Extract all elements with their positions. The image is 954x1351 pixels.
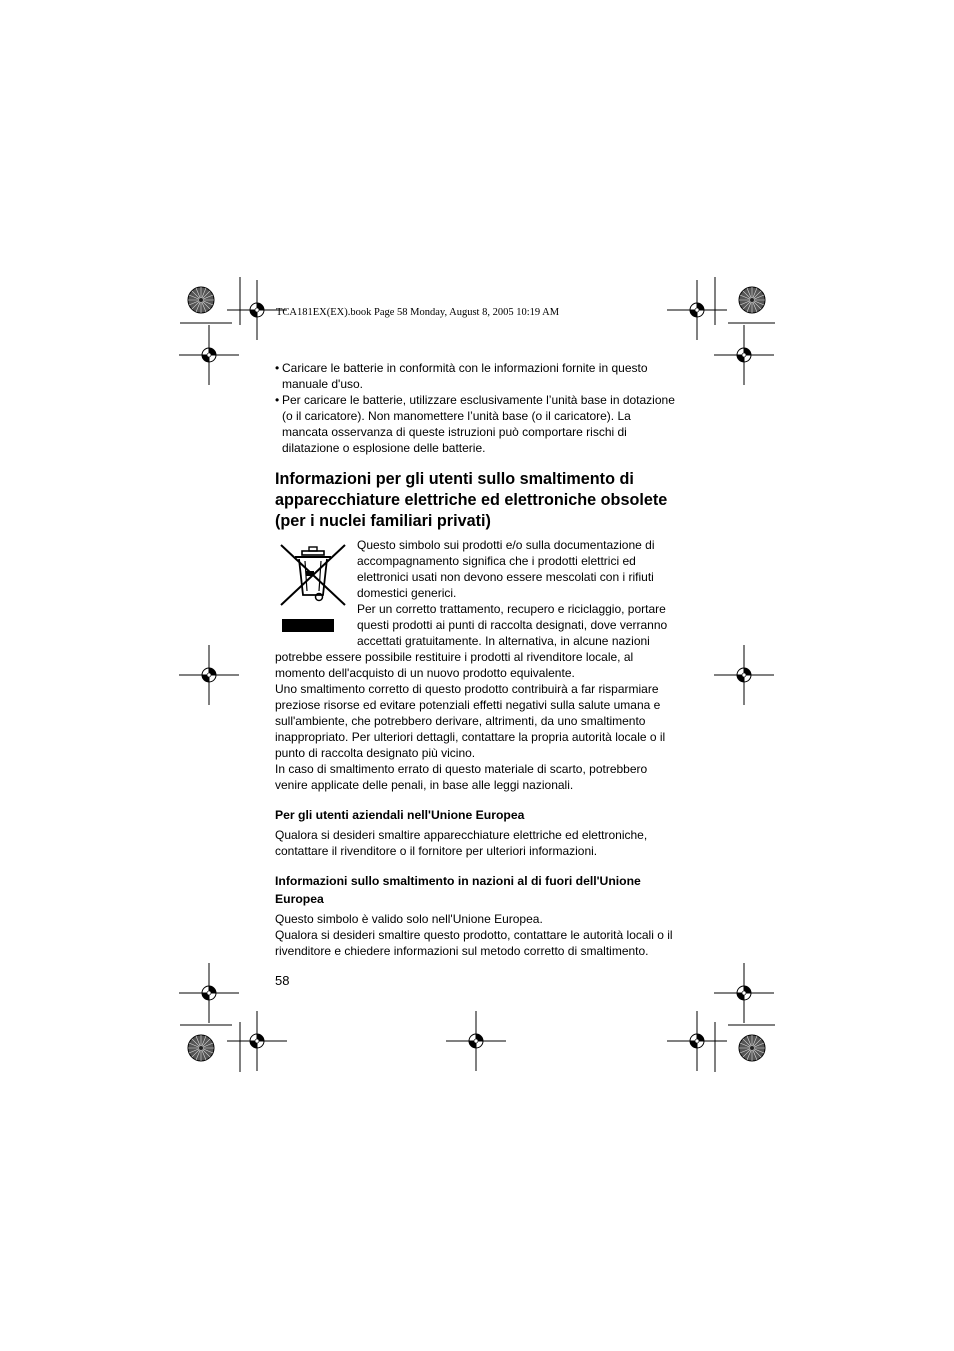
battery-bullet-list (275, 360, 680, 456)
outside-eu-paragraph: Questo simbolo è valido solo nell'Unione Europea. (275, 912, 543, 926)
book-header-line: TCA181EX(EX).book Page 58 Monday, August 8, 2005 10:19 AM (276, 307, 560, 318)
bullet-dot: • (275, 393, 280, 407)
page-number: 58 (275, 973, 290, 988)
bullet-text: Caricare le batterie in conformità con le informazioni fornite in questo manuale d'uso. (282, 361, 648, 391)
page-content (275, 360, 680, 959)
outside-eu-paragraph: Qualora si desideri smaltire questo prodotto, contattare le autorità locali o il rivenditore e chiedere informazioni sul metodo corretto di smaltimento. (275, 928, 673, 958)
business-users-title: Per gli utenti aziendali nell'Unione Europea (275, 808, 525, 822)
list-item (275, 392, 680, 456)
bullet-dot: • (275, 361, 280, 375)
business-users-text: Qualora si desideri smaltire apparecchiature elettriche ed elettroniche, contattare il rivenditore o il fornitore per ulteriori informazioni. (275, 828, 648, 858)
bullet-text: Per caricare le batterie, utilizzare esclusivamente l’unità base in dotazione (o il caricatore). Non manomettere l’unità base (o il caricatore). La mancata osservanza di queste istruzioni può comportare rischi di dilatazione o esplosione delle batterie. (282, 393, 675, 455)
weee-paragraph: Per un corretto trattamento, recupero e riciclaggio, portare questi prodotti ai punti di raccolta designati, dove verranno accettati gratuitamente. In alternativa, in alcune nazioni potrebbe essere possibile restituire i prodotti al rivenditore locale, al momento dell'acquisto di un nuovo prodotto equivalente. (275, 602, 668, 680)
outside-eu-title: Informazioni sullo smaltimento in nazioni al di fuori dell'Unione Europea (275, 874, 641, 906)
weee-paragraph: Uno smaltimento corretto di questo prodotto contribuirà a far risparmiare preziose risorse ed evitare potenziali effetti negativi sulla salute umana e sull'ambiente, che potrebbero derivare, altrimenti, da uno smaltimento inappropriato. Per ulteriori dettagli, contattare la propria autorità locale o il punto di raccolta designato più vicino. (275, 682, 666, 760)
crossed-out-wheeled-bin-icon (275, 539, 353, 635)
weee-paragraph: Questo simbolo sui prodotti e/o sulla documentazione di accompagnamento significa che i prodotti elettrici ed elettronici usati non devono essere mescolati con i rifiuti domestici generici. (357, 538, 655, 600)
list-item (275, 360, 680, 392)
weee-paragraph: In caso di smaltimento errato di questo materiale di scarto, potrebbero venire applicate delle penali, in base alle leggi nazionali. (275, 762, 648, 792)
section-title: Informazioni per gli utenti sullo smaltimento di apparecchiature elettriche ed elettroniche obsolete (per i nuclei familiari privati) (275, 470, 668, 530)
